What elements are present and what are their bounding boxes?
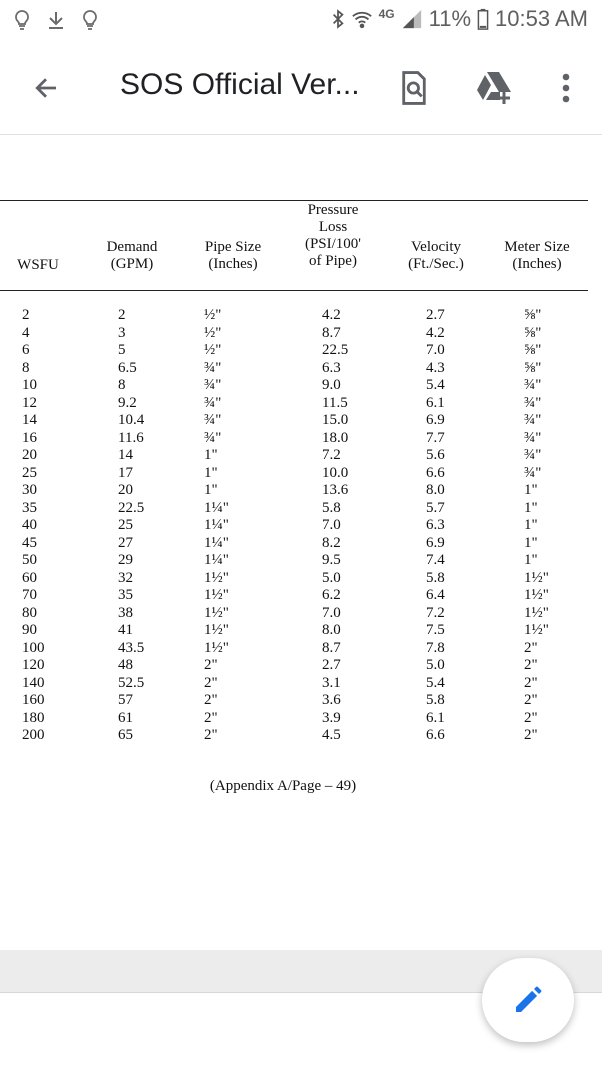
cell-demand: 2 — [118, 307, 126, 323]
cell-demand: 11.6 — [118, 429, 144, 446]
cell-meter-size: ¾" — [524, 464, 542, 481]
cell-demand: 9.2 — [118, 394, 137, 411]
cell-meter-size: 2" — [524, 657, 538, 673]
cell-pressure-loss: 18.0 — [322, 429, 349, 446]
cell-demand: 43.5 — [118, 639, 145, 656]
cell-velocity: 5.0 — [426, 657, 445, 673]
cell-wsfu: 140 — [22, 674, 45, 691]
cell-wsfu: 45 — [22, 534, 37, 551]
find-in-page-button[interactable] — [392, 66, 436, 110]
back-button[interactable] — [28, 70, 64, 106]
header-wsfu: WSFU — [17, 257, 59, 273]
clock: 10:53 AM — [495, 6, 588, 31]
cell-wsfu: 16 — [22, 429, 37, 446]
cell-wsfu: 20 — [22, 447, 37, 463]
bluetooth-icon — [331, 8, 345, 30]
cell-pipe-size: 1½" — [204, 622, 229, 638]
cell-velocity: 5.4 — [426, 377, 445, 393]
cell-pressure-loss: 7.0 — [322, 604, 341, 621]
cell-meter-size: 1" — [524, 534, 538, 551]
cell-velocity: 6.9 — [426, 412, 445, 428]
cell-velocity: 6.6 — [426, 464, 445, 481]
cell-meter-size: 1½" — [524, 587, 549, 603]
cell-velocity: 7.0 — [426, 342, 445, 358]
cell-pipe-size: 1¼" — [204, 517, 229, 533]
cell-velocity: 5.7 — [426, 499, 445, 516]
cell-meter-size: ¾" — [524, 394, 542, 411]
cell-velocity: 7.2 — [426, 604, 445, 621]
cell-demand: 22.5 — [118, 499, 145, 516]
cell-velocity: 5.4 — [426, 674, 445, 691]
cell-pipe-size: 2" — [204, 709, 218, 726]
system-status — [331, 6, 588, 32]
cell-wsfu: 120 — [22, 657, 45, 673]
cell-velocity: 7.7 — [426, 429, 445, 446]
cell-meter-size: ⅝" — [524, 307, 542, 323]
cell-meter-size: 1" — [524, 552, 538, 568]
cell-demand: 29 — [118, 552, 133, 568]
cell-velocity: 5.6 — [426, 447, 445, 463]
pencil-icon — [512, 984, 544, 1016]
cell-meter-size: 2" — [524, 709, 538, 726]
cell-wsfu: 6 — [22, 342, 30, 358]
cell-demand: 41 — [118, 622, 133, 638]
cell-pressure-loss: 3.9 — [322, 709, 341, 726]
cell-pipe-size: 2" — [204, 674, 218, 691]
cell-demand: 10.4 — [118, 412, 145, 428]
cell-pipe-size: 1¼" — [204, 552, 229, 568]
header-pipe-size: Pipe Size (Inches) — [204, 239, 262, 272]
cell-pressure-loss: 8.7 — [322, 639, 341, 656]
cell-demand: 6.5 — [118, 359, 137, 376]
more-vert-icon — [562, 73, 570, 103]
cell-demand: 14 — [118, 447, 133, 463]
cell-demand: 48 — [118, 657, 133, 673]
cell-demand: 32 — [118, 569, 133, 586]
cell-wsfu: 10 — [22, 377, 37, 393]
notification-icons — [10, 8, 102, 32]
cell-demand: 61 — [118, 709, 133, 726]
cell-pressure-loss: 8.2 — [322, 534, 341, 551]
network-type: 4G — [378, 7, 395, 21]
cell-wsfu: 180 — [22, 709, 45, 726]
cell-pipe-size: 1" — [204, 482, 218, 498]
cell-velocity: 7.8 — [426, 639, 445, 656]
battery-percent: 11% — [428, 6, 472, 31]
header-velocity: Velocity (Ft./Sec.) — [408, 239, 464, 272]
cell-demand: 27 — [118, 534, 133, 551]
cell-pressure-loss: 11.5 — [322, 394, 348, 411]
cell-meter-size: 1½" — [524, 622, 549, 638]
lightbulb-icon — [10, 8, 34, 32]
cell-pipe-size: 1½" — [204, 587, 229, 603]
header-meter-size: Meter Size (Inches) — [504, 239, 570, 272]
cell-wsfu: 4 — [22, 324, 30, 341]
cell-pressure-loss: 15.0 — [322, 412, 349, 428]
cell-pressure-loss: 9.0 — [322, 377, 341, 393]
cell-velocity: 7.4 — [426, 552, 445, 568]
cell-velocity: 5.8 — [426, 692, 445, 708]
cell-meter-size: ⅝" — [524, 342, 542, 358]
cell-demand: 57 — [118, 692, 133, 708]
cell-demand: 35 — [118, 587, 133, 603]
cell-meter-size: 2" — [524, 727, 538, 743]
cell-meter-size: ¾" — [524, 412, 542, 428]
cell-demand: 65 — [118, 727, 133, 743]
cell-wsfu: 12 — [22, 394, 37, 411]
cell-velocity: 6.3 — [426, 517, 445, 533]
cell-meter-size: 1" — [524, 499, 538, 516]
cell-velocity: 6.4 — [426, 587, 445, 603]
cell-pipe-size: ¾" — [204, 377, 222, 393]
cell-pipe-size: ½" — [204, 324, 222, 341]
cell-velocity: 5.8 — [426, 569, 445, 586]
cell-pressure-loss: 6.2 — [322, 587, 341, 603]
cell-velocity: 7.5 — [426, 622, 445, 638]
cell-meter-size: ¾" — [524, 447, 542, 463]
cell-wsfu: 200 — [22, 727, 45, 743]
cell-pipe-size: ½" — [204, 307, 222, 323]
signal-icon — [401, 8, 423, 30]
cell-velocity: 6.1 — [426, 394, 445, 411]
cell-meter-size: 1" — [524, 482, 538, 498]
document-title: SOS Official Ver... — [120, 68, 360, 101]
cell-velocity: 8.0 — [426, 482, 445, 498]
cell-pipe-size: 2" — [204, 727, 218, 743]
cell-pipe-size: ¾" — [204, 412, 222, 428]
cell-pressure-loss: 22.5 — [322, 342, 349, 358]
cell-demand: 3 — [118, 324, 126, 341]
cell-velocity: 6.6 — [426, 727, 445, 743]
status-bar — [0, 0, 602, 42]
cell-meter-size: 1½" — [524, 569, 549, 586]
cell-meter-size: 1½" — [524, 604, 549, 621]
cell-pipe-size: 1" — [204, 464, 218, 481]
cell-wsfu: 25 — [22, 464, 37, 481]
document-viewer[interactable] — [0, 135, 602, 950]
cell-wsfu: 40 — [22, 517, 37, 533]
cell-pressure-loss: 13.6 — [322, 482, 349, 498]
cell-pressure-loss: 6.3 — [322, 359, 341, 376]
cell-meter-size: ⅝" — [524, 359, 542, 376]
cell-wsfu: 2 — [22, 307, 30, 323]
cell-wsfu: 30 — [22, 482, 37, 498]
cell-meter-size: 1" — [524, 517, 538, 533]
cell-demand: 25 — [118, 517, 133, 533]
cell-wsfu: 14 — [22, 412, 37, 428]
cell-meter-size: 2" — [524, 639, 538, 656]
cell-wsfu: 80 — [22, 604, 37, 621]
cell-velocity: 4.3 — [426, 359, 445, 376]
cell-wsfu: 50 — [22, 552, 37, 568]
cell-meter-size: ¾" — [524, 377, 542, 393]
cell-wsfu: 160 — [22, 692, 45, 708]
cell-pressure-loss: 3.1 — [322, 674, 341, 691]
cell-pipe-size: ½" — [204, 342, 222, 358]
cell-pressure-loss: 8.7 — [322, 324, 341, 341]
cell-wsfu: 70 — [22, 587, 37, 603]
table-top-rule — [0, 200, 588, 201]
cell-pressure-loss: 2.7 — [322, 657, 341, 673]
cell-pressure-loss: 9.5 — [322, 552, 341, 568]
cell-demand: 20 — [118, 482, 133, 498]
cell-pressure-loss: 7.2 — [322, 447, 341, 463]
cell-pipe-size: ¾" — [204, 429, 222, 446]
appendix-page-label: (Appendix A/Page – 49) — [209, 778, 357, 794]
edit-button[interactable] — [482, 958, 574, 1042]
cell-pipe-size: 1¼" — [204, 499, 229, 516]
cell-meter-size: ¾" — [524, 429, 542, 446]
cell-pipe-size: 2" — [204, 657, 218, 673]
cell-meter-size: ⅝" — [524, 324, 542, 341]
download-icon — [44, 8, 68, 32]
cell-meter-size: 2" — [524, 692, 538, 708]
arrow-back-icon — [31, 73, 61, 103]
cell-meter-size: 2" — [524, 674, 538, 691]
cell-pipe-size: ¾" — [204, 394, 222, 411]
header-demand: Demand (GPM) — [106, 239, 158, 272]
cell-pipe-size: 1½" — [204, 569, 229, 586]
cell-wsfu: 100 — [22, 639, 45, 656]
cell-wsfu: 60 — [22, 569, 37, 586]
cell-pressure-loss: 8.0 — [322, 622, 341, 638]
cell-demand: 8 — [118, 377, 126, 393]
cell-pipe-size: ¾" — [204, 359, 222, 376]
cell-pipe-size: 2" — [204, 692, 218, 708]
more-options-button[interactable] — [544, 66, 588, 110]
cell-velocity: 6.1 — [426, 709, 445, 726]
cell-demand: 5 — [118, 342, 126, 358]
cell-wsfu: 8 — [22, 359, 30, 376]
cell-wsfu: 90 — [22, 622, 37, 638]
add-to-drive-icon — [474, 70, 514, 106]
cell-wsfu: 35 — [22, 499, 37, 516]
cell-pressure-loss: 5.0 — [322, 569, 341, 586]
cell-pressure-loss: 10.0 — [322, 464, 349, 481]
cell-velocity: 4.2 — [426, 324, 445, 341]
app-bar — [0, 42, 602, 135]
cell-pressure-loss: 4.2 — [322, 307, 341, 323]
cell-pressure-loss: 3.6 — [322, 692, 341, 708]
cell-pipe-size: 1½" — [204, 639, 229, 656]
table-header-rule — [0, 290, 588, 291]
cell-pipe-size: 1½" — [204, 604, 229, 621]
add-to-drive-button[interactable] — [472, 66, 516, 110]
cell-pressure-loss: 4.5 — [322, 727, 341, 743]
cell-pipe-size: 1" — [204, 447, 218, 463]
lightbulb-icon — [78, 8, 102, 32]
cell-pressure-loss: 5.8 — [322, 499, 341, 516]
find-in-page-icon — [398, 70, 430, 106]
wifi-icon — [351, 8, 373, 30]
cell-pipe-size: 1¼" — [204, 534, 229, 551]
cell-pressure-loss: 7.0 — [322, 517, 341, 533]
cell-velocity: 6.9 — [426, 534, 445, 551]
cell-demand: 17 — [118, 464, 133, 481]
cell-demand: 38 — [118, 604, 133, 621]
cell-velocity: 2.7 — [426, 307, 445, 323]
battery-icon — [477, 8, 489, 30]
header-pressure-loss: Pressure Loss (PSI/100' of Pipe) — [304, 202, 362, 269]
cell-demand: 52.5 — [118, 674, 145, 691]
